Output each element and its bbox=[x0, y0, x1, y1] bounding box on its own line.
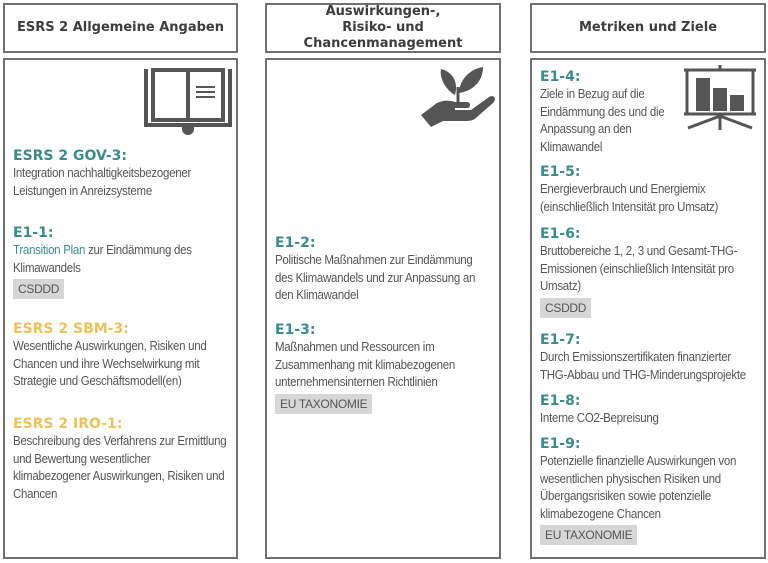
disclosure-description: Transition Plan zur Eindämmung des Klimawandels bbox=[13, 243, 192, 275]
disclosure-sbm-3 bbox=[13, 321, 228, 391]
disclosure-code: E1-7: bbox=[540, 332, 581, 348]
disclosure-code: E1-3: bbox=[275, 322, 316, 338]
column-title: Metriken und Ziele bbox=[578, 20, 718, 35]
disclosure-e1-3 bbox=[275, 322, 491, 414]
csddd-tag: CSDDD bbox=[13, 279, 64, 299]
disclosure-description: Maßnahmen und Ressourcen im Zusammenhang mit klimabezogenen unternehmensinternen Richtlinien bbox=[275, 340, 456, 389]
disclosure-description: Interne CO2-Bepreisung bbox=[540, 411, 659, 425]
column-body-metrics-targets bbox=[530, 58, 766, 559]
disclosure-description: Ziele in Bezug auf die Eindämmung des und die Anpassung an den Klimawandel bbox=[540, 87, 665, 154]
disclosure-code: E1-4: bbox=[540, 69, 581, 85]
disclosure-code: ESRS 2 GOV-3: bbox=[13, 148, 127, 164]
disclosure-e1-9 bbox=[540, 436, 756, 545]
column-header-metrics-targets bbox=[530, 3, 766, 53]
presentation-chart-icon bbox=[682, 64, 758, 132]
disclosure-description: Bruttobereiche 1, 2, 3 und Gesamt-THG-Emissionen (einschließlich Intensität pro Umsatz) bbox=[540, 244, 738, 293]
open-book-icon bbox=[142, 67, 234, 135]
column-body-general-disclosures bbox=[3, 58, 238, 559]
disclosure-description: Integration nachhaltigkeitsbezogener Leistungen in Anreizsysteme bbox=[13, 166, 192, 198]
disclosure-description: Wesentliche Auswirkungen, Risiken und Chancen und ihre Wechselwirkung mit Strategie und Geschäftsmodell(en) bbox=[13, 339, 207, 388]
disclosure-e1-5 bbox=[540, 164, 756, 216]
disclosure-e1-2 bbox=[275, 235, 491, 305]
disclosure-e1-4 bbox=[540, 69, 674, 156]
disclosure-code: ESRS 2 IRO-1: bbox=[13, 416, 123, 432]
disclosure-e1-6 bbox=[540, 226, 756, 318]
disclosure-e1-1 bbox=[13, 225, 228, 299]
column-title: ESRS 2 Allgemeine Angaben bbox=[17, 20, 224, 35]
disclosure-description: Energieverbrauch und Energiemix (einschließlich Intensität pro Umsatz) bbox=[540, 182, 719, 214]
disclosure-code: E1-6: bbox=[540, 226, 581, 242]
transition-plan-highlight: Transition Plan bbox=[13, 243, 86, 257]
disclosure-code: E1-2: bbox=[275, 235, 316, 251]
column-title: Auswirkungen-, Risiko- und Chancenmanagement bbox=[303, 4, 463, 51]
disclosure-description: Politische Maßnahmen zur Eindämmung des Klimawandels und zur Anpassung an den Klimawandel bbox=[275, 253, 476, 302]
column-body-impact-risk-management bbox=[265, 58, 501, 559]
disclosure-code: ESRS 2 SBM-3: bbox=[13, 321, 129, 337]
csddd-tag: CSDDD bbox=[540, 298, 591, 318]
disclosure-code: E1-8: bbox=[540, 393, 581, 409]
disclosure-description: Beschreibung des Verfahrens zur Ermittlung und Bewertung wesentlicher klimabezogener Auswirkungen, Risiken und Chancen bbox=[13, 434, 227, 501]
disclosure-gov-3 bbox=[13, 148, 228, 200]
disclosure-iro-1 bbox=[13, 416, 228, 503]
disclosure-e1-8 bbox=[540, 393, 756, 428]
disclosure-code: E1-1: bbox=[13, 225, 54, 241]
column-header-impact-risk-management bbox=[265, 3, 501, 53]
disclosure-description: Durch Emissionszertifikaten finanzierter THG-Abbau und THG-Minderungsprojekte bbox=[540, 350, 746, 382]
hand-with-plant-icon bbox=[419, 65, 499, 127]
disclosure-code: E1-5: bbox=[540, 164, 581, 180]
disclosure-e1-7 bbox=[540, 332, 756, 384]
column-header-general-disclosures bbox=[3, 3, 238, 53]
disclosure-code: E1-9: bbox=[540, 436, 581, 452]
eu-taxonomy-tag: EU TAXONOMIE bbox=[275, 394, 372, 414]
disclosure-description: Potenzielle finanzielle Auswirkungen von wesentlichen physischen Risiken und Übergangsrisiken sowie potenzielle klimabezogene Chancen bbox=[540, 454, 737, 521]
eu-taxonomy-tag: EU TAXONOMIE bbox=[540, 525, 637, 545]
